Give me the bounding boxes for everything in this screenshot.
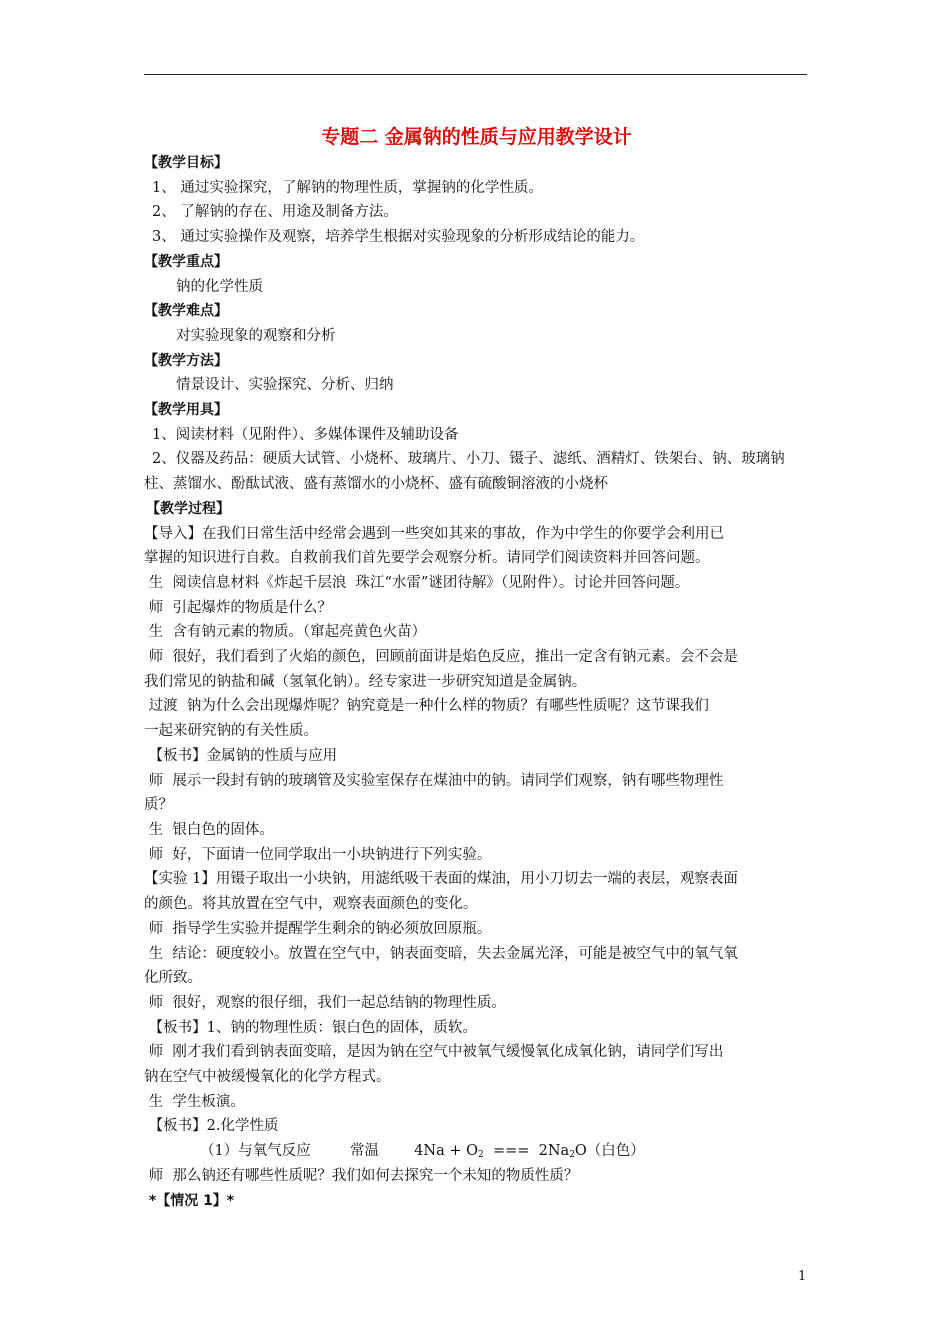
process-line: 化所致。 (144, 970, 202, 987)
section-heading-key: 【教学重点】 (144, 253, 228, 270)
goal-item: 3、 通过实验操作及观察，培养学生根据对实验现象的分析形成结论的能力。 (152, 229, 645, 246)
process-line: 掌握的知识进行自救。自救前我们首先要学会观察分析。请同学们阅读资料并回答问题。 (144, 550, 710, 567)
process-line: 生 含有钠元素的物质。（窜起亮黄色火苗） (144, 624, 427, 641)
section-heading-goals: 【教学目标】 (144, 155, 228, 171)
process-line: 生 阅读信息材料《炸起千层浪 珠江“水雷”谜团待解》（见附件）。讨论并回答问题。 (144, 574, 690, 591)
tools-item: 2、仪器及药品：硬质大试管、小烧杯、玻璃片、小刀、镊子、滤纸、酒精灯、铁架台、钠、玻璃钠 (152, 451, 785, 468)
reaction-lhs: $4Na + O_2$ (414, 1143, 484, 1161)
process-line: 师 引起爆炸的物质是什么？ (144, 599, 332, 616)
process-line: 师 那么钠还有哪些性质呢？我们如何去探究一个未知的物质性质？ (144, 1167, 579, 1184)
header-rule (144, 74, 807, 75)
reaction-label: （1）与氧气反应 (200, 1143, 311, 1160)
reaction-arrow: === (488, 1143, 535, 1160)
process-line: 的颜色。将其放置在空气中，观察表面颜色的变化。 (144, 896, 478, 913)
section-heading-process: 【教学过程】 (146, 500, 230, 517)
document-body (144, 124, 809, 1213)
after-paragraphs (144, 1164, 809, 1189)
difficulty-point: 对实验现象的观察和分析 (176, 327, 336, 344)
process-line: 生 结论：硬度较小。放置在空气中，钠表面变暗，失去金属光泽，可能是被空气中的氧气氧 (144, 945, 738, 962)
process-line: 【导入】在我们日常生活中经常会遇到一些突如其来的事故，作为中学生的你要学会利用已 (144, 525, 724, 542)
process-line: 师 展示一段封有钠的玻璃管及实验室保存在煤油中的钠。请同学们观察，钠有哪些物理性 (144, 772, 724, 789)
process-line: 【板书】1、钠的物理性质：银白色的固体，质软。 (144, 1019, 477, 1036)
key-point: 钠的化学性质 (176, 278, 263, 295)
page-number: 1 (798, 1269, 807, 1284)
tools-item: 1、阅读材料（见附件）、多媒体课件及辅助设备 (152, 426, 459, 443)
process-line: 【板书】2.化学性质 (144, 1118, 279, 1135)
tools-item: 柱、蒸馏水、酚酞试液、盛有蒸馏水的小烧杯、盛有硫酸铜溶液的小烧杯 (144, 476, 608, 493)
process-line: 钠在空气中被缓慢氧化的化学方程式。 (144, 1069, 391, 1086)
process-line: 师 刚才我们看到钠表面变暗，是因为钠在空气中被氧气缓慢氧化成氧化钠，请同学们写出 (144, 1044, 724, 1061)
process-line: 【板书】金属钠的性质与应用 (144, 747, 338, 764)
reaction-condition: 常温 (349, 1143, 379, 1160)
process-line: 师 很好，观察的很仔细，我们一起总结钠的物理性质。 (144, 994, 506, 1011)
process-line: 过渡 钠为什么会出现爆炸呢？钠究竟是一种什么样的物质？有哪些性质呢？这节课我们 (144, 698, 709, 715)
process-line: 师 指导学生实验并提醒学生剩余的钠必须放回原瓶。 (144, 920, 492, 937)
process-line: 我们常见的钠盐和碱（氢氧化钠）。经专家进一步研究知道是金属钠。 (144, 673, 587, 690)
section-heading-method: 【教学方法】 (144, 352, 228, 369)
process-line: 【实验 1】用镊子取出一小块钠，用滤纸吸干表面的煤油，用小刀切去一端的表层，观察表面 (144, 871, 738, 888)
reaction-equation (144, 1139, 809, 1164)
section-heading-difficulty: 【教学难点】 (144, 303, 228, 320)
process-line: 师 好，下面请一位同学取出一小块钠进行下列实验。 (144, 846, 492, 863)
situation-heading: *【情况 1】* (144, 1192, 235, 1209)
method-text: 情景设计、实验探究、分析、归纳 (176, 377, 394, 394)
process-line: 质？ (144, 797, 173, 814)
goal-item: 2、 了解钠的存在、用途及制备方法。 (152, 204, 398, 221)
section-heading-tools: 【教学用具】 (144, 402, 228, 419)
process-line: 师 很好，我们看到了火焰的颜色，回顾前面讲是焰色反应，推出一定含有钠元素。会不会是 (144, 649, 738, 666)
goal-item: 1、 通过实验探究，了解钠的物理性质，掌握钠的化学性质。 (152, 179, 543, 196)
process-line: 生 学生板演。 (144, 1093, 245, 1110)
reaction-rhs: $2Na_2O$（白色） (538, 1143, 645, 1161)
process-line: 生 银白色的固体。 (144, 821, 274, 838)
process-line: 一起来研究钠的有关性质。 (144, 723, 318, 740)
document-title: 专题二 金属钠的性质与应用教学设计 (321, 126, 632, 148)
process-paragraphs (144, 522, 809, 1140)
